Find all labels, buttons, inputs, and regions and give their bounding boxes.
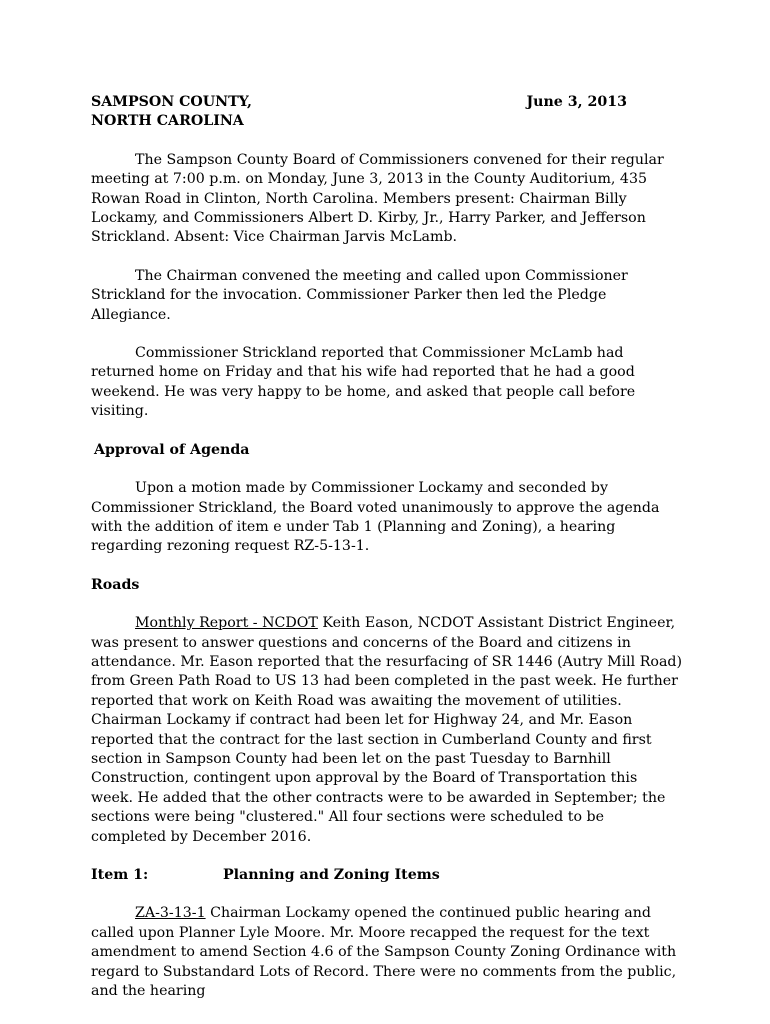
item-1-title: Planning and Zoning Items	[223, 867, 440, 883]
item-1-number: Item 1:	[91, 867, 149, 883]
paragraph-ncdot-report	[91, 614, 683, 847]
spacer	[91, 885, 683, 904]
county-line-2: NORTH CAROLINA	[91, 113, 244, 130]
spacer	[91, 847, 683, 866]
paragraph-agenda-motion: Upon a motion made by Commissioner Lockamy and seconded by Commissioner Strickland, the Board voted unanimously to approve the agenda with the addition of item e under Tab 1 (Planning and Zoning), a hearing regarding rezoning request RZ-5-13-1.	[91, 480, 660, 555]
county-block	[91, 93, 252, 132]
za-case-body: Chairman Lockamy opened the continued public hearing and called upon Planner Lyle Moore. Mr. Moore recapped the request for the text amendment to amend Section 4.6 of the Sampson County Zoning Ordinance with regard to Substandard Lots of Record. There were no comments from the public, and the hearing	[91, 905, 677, 1000]
document-header	[91, 93, 627, 132]
paragraph-mclamb-report: Commissioner Strickland reported that Commissioner McLamb had returned home on Friday and that his wife had reported that he had a good weekend. He was very happy to be home, and asked that people call before visiting.	[91, 345, 636, 420]
spacer	[91, 595, 683, 614]
spacer	[91, 460, 683, 479]
paragraph-za-3-13-1	[91, 904, 683, 1001]
ncdot-report-body: Keith Eason, NCDOT Assistant District Engineer, was present to answer questions and concerns of the Board and citizens in attendance. Mr. Eason reported that the resurfacing of SR 1446 (Autry Mill Road) from Green Path Road to US 13 had been completed in the past week. He further reported that work on Keith Road was awaiting the movement of utilities. Chairman Lockamy if contract had been let for Highway 24, and Mr. Eason reported that the contract for the last section in Cumberland County and first section in Sampson County had been let on the past Tuesday to Barnhill Construction, contingent upon approval by the Board of Transportation this week. He added that the other contracts were to be awarded in September; the sections were being "clustered." All four sections were scheduled to be completed by December 2016.	[91, 615, 683, 845]
za-case-number: ZA-3-13-1	[135, 905, 206, 922]
spacer	[91, 325, 683, 344]
document-page	[91, 93, 683, 1001]
meeting-date: June 3, 2013	[526, 94, 627, 110]
heading-roads: Roads	[91, 576, 140, 593]
ncdot-report-title: Monthly Report - NCDOT	[135, 615, 318, 632]
heading-item-1	[91, 866, 683, 885]
spacer	[91, 557, 683, 576]
county-line-1: SAMPSON COUNTY,	[91, 94, 252, 110]
spacer	[91, 248, 683, 267]
spacer	[91, 132, 683, 151]
paragraph-convened: The Sampson County Board of Commissioners convened for their regular meeting at 7:00 p.m. on Monday, June 3, 2013 in the County Auditorium, 435 Rowan Road in Clinton, North Carolina. Members present: Chairman Billy Lockamy, and Commissioners Albert D. Kirby, Jr., Harry Parker, and Jefferson Strickland. Absent: Vice Chairman Jarvis McLamb.	[91, 151, 664, 246]
spacer	[91, 422, 683, 441]
heading-approval-of-agenda: Approval of Agenda	[94, 441, 250, 458]
paragraph-invocation: The Chairman convened the meeting and called upon Commissioner Strickland for the invocation. Commissioner Parker then led the Pledge Allegiance.	[91, 267, 628, 323]
